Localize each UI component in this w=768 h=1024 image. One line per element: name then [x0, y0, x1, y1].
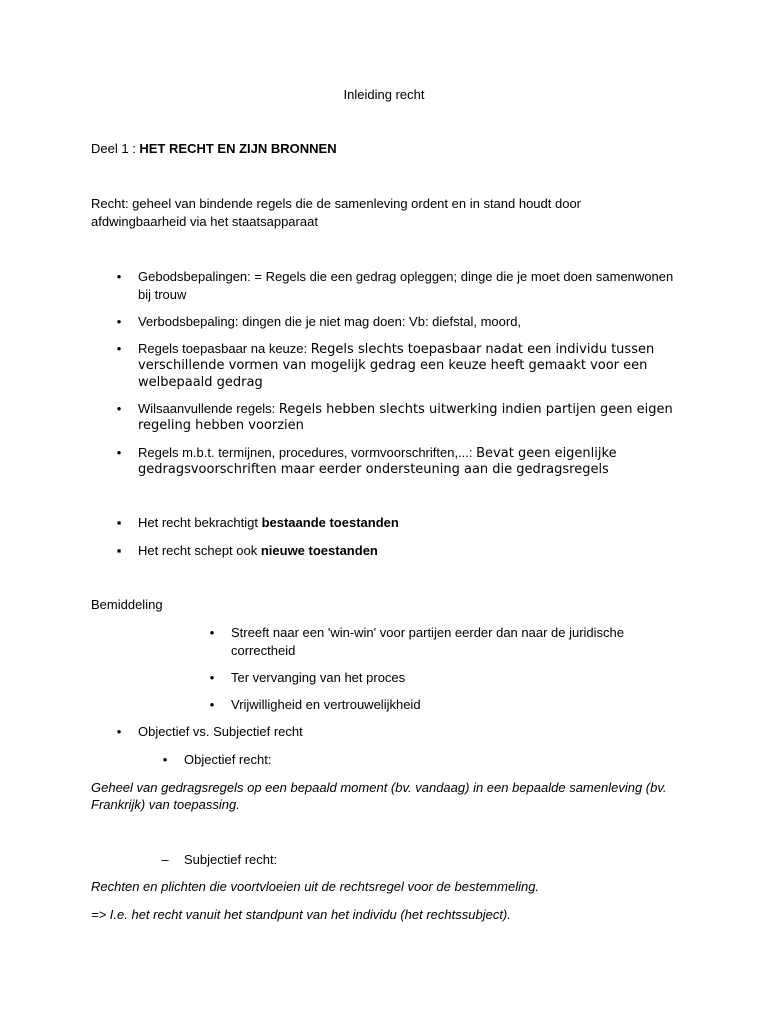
rule-item-1: [138, 268, 673, 285]
definition-line-1: Recht: geheel van bindende regels die de samenleving ordent en in stand houdt door: [91, 196, 582, 211]
bemiddeling-item-2: Ter vervanging van het proces: [231, 670, 406, 685]
square-item-1: [138, 514, 399, 531]
bullet-square-icon: ▪: [116, 543, 122, 558]
objectief-vs-subjectief: Objectief vs. Subjectief recht: [138, 724, 303, 739]
rule-item-2: Verbodsbepaling: dingen die je niet mag doen: Vb: diefstal, moord,: [138, 314, 522, 329]
rule-item-rest: Bevat geen eigenlijke: [476, 446, 617, 461]
bullet-dot-icon: •: [116, 724, 122, 739]
rule-item-lead: Regels m.b.t. termijnen, procedures, vormvoorschriften,...:: [138, 445, 477, 460]
square-item-text: Het recht bekrachtigt: [138, 515, 262, 530]
rule-item-4-line-2: regeling hebben voorzien: [138, 418, 304, 433]
subjectief-label: Subjectief recht:: [184, 852, 278, 867]
rule-item-1-line-2: bij trouw: [138, 287, 187, 302]
part-title: HET RECHT EN ZIJN BRONNEN: [139, 141, 337, 156]
dash-bullet-icon: –: [161, 852, 169, 867]
objectief-text-line-2: Frankrijk) van toepassing.: [91, 797, 240, 812]
rule-item-5: [138, 444, 617, 462]
rule-item-3-line-2: verschillende vormen van mogelijk gedrag een keuze heeft gemaakt voor een: [138, 358, 648, 373]
bemiddeling-item-3: Vrijwilligheid en vertrouwelijkheid: [231, 697, 421, 712]
rule-item-5-line-2: gedragsvoorschriften maar eerder ondersteuning aan die gedragsregels: [138, 462, 609, 477]
subjectief-text-line-1: Rechten en plichten die voortvloeien uit de rechtsregel voor de bestemmeling.: [91, 879, 540, 894]
bullet-dot-icon: •: [116, 314, 122, 329]
bemiddeling-heading: Bemiddeling: [91, 597, 163, 612]
rule-item-rest: Regels slechts toepasbaar nadat een individu tussen: [310, 342, 655, 357]
square-item-bold: bestaande toestanden: [261, 515, 399, 530]
bullet-dot-icon: •: [209, 697, 215, 712]
rule-item-rest: Regels hebben slechts uitwerking indien partijen geen eigen: [278, 402, 673, 417]
bullet-dot-icon: •: [116, 401, 122, 416]
objectief-text-line-1: Geheel van gedragsregels op een bepaald moment (bv. vandaag) in een bepaalde samenleving (bv.: [91, 780, 667, 795]
rule-item-lead: Wilsaanvullende regels:: [138, 401, 279, 416]
rule-item-4: [138, 400, 673, 418]
definition-line-2: afdwingbaarheid via het staatsapparaat: [91, 214, 318, 229]
document-title: Inleiding recht: [343, 87, 425, 102]
square-item-bold: nieuwe toestanden: [260, 543, 378, 558]
rule-item-lead: Regels toepasbaar na keuze:: [138, 341, 311, 356]
part-heading: [91, 140, 337, 157]
bullet-dot-icon: •: [162, 752, 168, 767]
rule-item-text: Gebodsbepalingen: = Regels die een gedrag opleggen; dinge die je moet doen samenwonen: [138, 269, 674, 284]
bullet-dot-icon: •: [116, 269, 122, 284]
part-prefix: Deel 1 :: [91, 141, 140, 156]
bemiddeling-item-1-line-2: correctheid: [231, 643, 296, 658]
bullet-square-icon: ▪: [116, 515, 122, 530]
square-item-text: Het recht schept ook: [138, 543, 261, 558]
bullet-dot-icon: •: [116, 445, 122, 460]
square-item-2: [138, 542, 378, 559]
bullet-dot-icon: •: [209, 625, 215, 640]
bullet-dot-icon: •: [116, 341, 122, 356]
objectief-label: Objectief recht:: [184, 752, 272, 767]
bemiddeling-item-1: Streeft naar een 'win-win' voor partijen eerder dan naar de juridische: [231, 625, 625, 640]
rule-item-3: [138, 340, 654, 358]
subjectief-text-line-2: => I.e. het recht vanuit het standpunt van het individu (het rechtssubject).: [91, 907, 511, 922]
bullet-dot-icon: •: [209, 670, 215, 685]
rule-item-3-line-3: welbepaald gedrag: [138, 375, 263, 390]
